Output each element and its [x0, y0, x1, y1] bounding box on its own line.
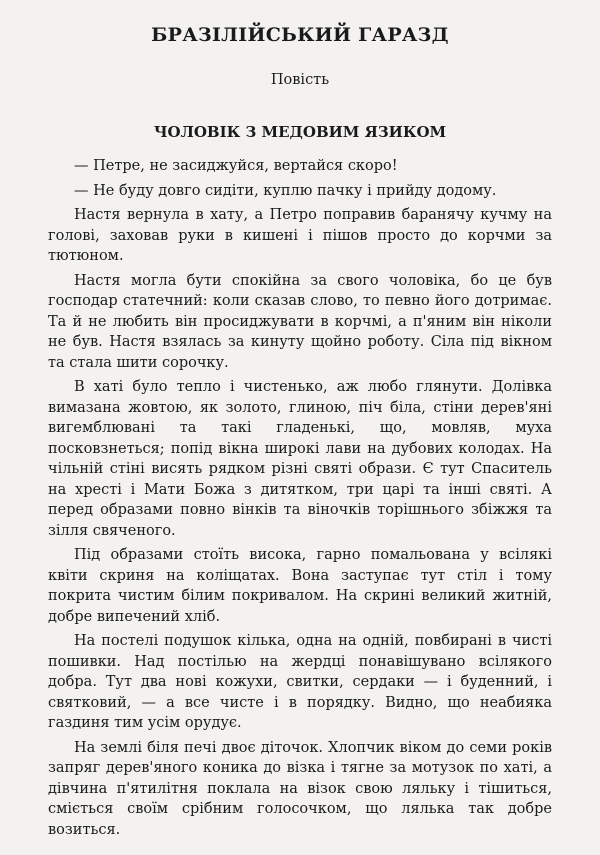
paragraph: Настя могла бути спокійна за свого чоловіка, бо це був господар статечний: коли сказав слово, то певно його дотримає. Та й не любить він просиджувати в корчмі, а п'яним він ніколи не був. Настя взялась за кинуту щойно роботу. Сіла під вікном та стала шити сорочку. [48, 272, 552, 371]
book-subtitle: Повість [270, 72, 330, 88]
book-title: БРАЗІЛІЙСЬКИЙ ГАРАЗД [151, 24, 449, 46]
paragraph: На землі біля печі двоє діточок. Хлопчик віком до семи років запряг дерев'яного коника до візка і тягне за мотузок по хаті, а дівчина п'ятилітня поклала на візок свою ляльку і тішиться, сміється своїм срібним голосочком, що лялька так добре возиться. [48, 739, 552, 838]
paragraph: В хаті було тепло і чистенько, аж любо глянути. Долівка вимазана жовтою, як золото, глиною, піч біла, стіни дерев'яні вигемблювані та такі гладенькі, що, мовляв, муха посковзнеться; попід вікна широкі лави на дубових колодах. На чільній стіні висять рядком різні святі образи. Є тут Спаситель на хресті і Мати Божа з дитятком, три царі та інші святі. А перед образами повно вінків та віночків торішнього збіжжя та зілля свяченого. [48, 379, 552, 539]
paragraph: Під образами стоїть висока, гарно помальована у всілякі квіти скриня на коліщатах. Вона заступає тут стіл і тому покрита чистим білим покривалом. На скрині великий житній, добре випечений хліб. [48, 547, 552, 625]
body-text [48, 156, 552, 840]
chapter-title: ЧОЛОВІК З МЕДОВИМ ЯЗИКОМ [153, 123, 447, 141]
paragraph: — Не буду довго сидіти, куплю пачку і прийду додому. [74, 182, 497, 199]
paragraph: Настя вернула в хату, а Петро поправив баранячу кучму на голові, заховав руки в кишені і пішов просто до корчми за тютюном. [48, 207, 552, 264]
paragraph: — Петре, не засиджуйся, вертайся скоро! [74, 158, 398, 174]
paragraph: На постелі подушок кілька, одна на одній, повбирані в чисті пошивки. Над постілью на жердці понавішувано всілякого добра. Тут два нові кожухи, свитки, сердаки — і буденний, і святковий, — а все чисте і в порядку. Видно, що неабияка газдиня тим усім орудує. [48, 633, 552, 731]
